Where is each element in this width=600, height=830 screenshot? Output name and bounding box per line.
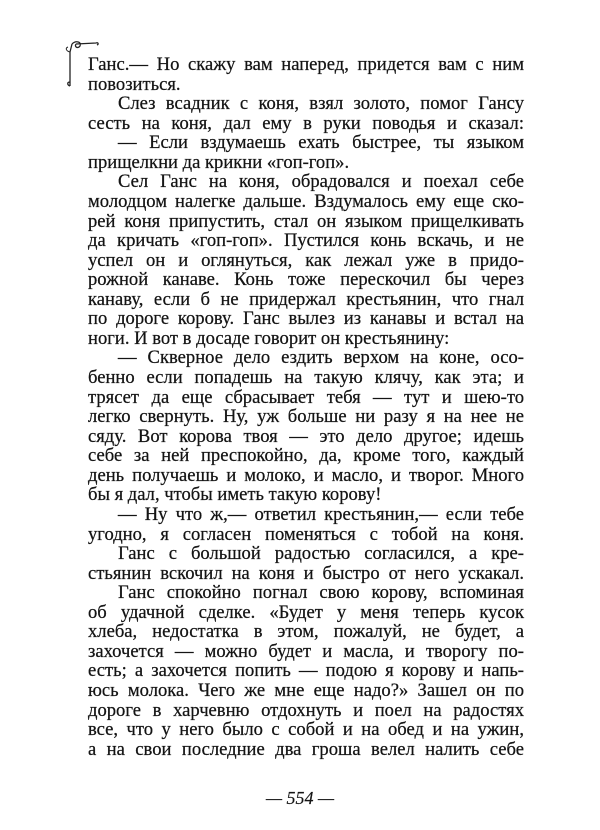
body-text (88, 55, 524, 759)
text-line: бенно если попадешь на такую клячу, как эта; и (88, 367, 524, 388)
text-line: легко свернуть. Ну, уж больше ни разу я на нее не (88, 406, 524, 428)
text-line: молодцом налегке дальше. Вздумалось ему еще ско- (88, 190, 524, 212)
text-line: по дороге корову. Ганс вылез из канавы и встал на (88, 308, 524, 330)
text-line: Ганс.— Но скажу вам наперед, придется вам с ним (88, 54, 524, 75)
text-line: повозиться. (88, 73, 181, 95)
text-line: — Если вздумаешь ехать быстрее, ты языком (118, 132, 524, 154)
text-line: хлеба, недостатка в этом, пожалуй, не будет, а (88, 621, 524, 643)
text-line: ноги. И вот в досаде говорит он крестьянину: (88, 327, 450, 349)
text-line: день получаешь и молоко, и масло, и творог. Много (88, 464, 524, 486)
text-line: бы я дал, чтобы иметь такую корову! (88, 484, 382, 506)
text-line: захочется — можно будет и масла, и творогу по- (88, 640, 524, 662)
text-line: юсь молока. Чего же мне еще надо?» Зашел он по (88, 680, 524, 701)
text-line: прищелкни да крикни «гоп-гоп». (88, 151, 350, 173)
text-line: все, что у него было с собой и на обед и на ужин, (88, 719, 524, 741)
page-number: — 554 — (265, 788, 334, 808)
text-line: трясет да еще сбрасывает тебя — тут и шею-то (88, 386, 524, 408)
text-line: себе за ней преспокойно, да, кроме того, каждый (88, 445, 524, 467)
text-line: — Скверное дело ездить верхом на коне, осо- (118, 347, 524, 369)
text-line: угодно, я согласен поменяться с тобой на коня. (88, 523, 524, 545)
text-line: рожной канаве. Конь тоже перескочил бы через (88, 269, 524, 291)
text-line: есть; а захочется попить — подою я корову и напь- (88, 660, 524, 682)
text-line: Ганс с большой радостью согласился, а кре- (118, 543, 524, 565)
text-line: сяду. Вот корова твоя — это дело другое; идешь (88, 425, 524, 447)
text-line: Ганс спокойно погнал свою корову, вспоминая (118, 582, 524, 604)
text-line: — Ну что ж,— ответил крестьянин,— если тебе (118, 503, 524, 525)
text-line: сесть на коня, дал ему в руки поводья и сказал: (88, 112, 524, 134)
text-line: Сел Ганс на коня, обрадовался и поехал себе (118, 171, 524, 193)
text-line: об удачной сделке. «Будет у меня теперь кусок (88, 601, 524, 623)
text-line: канаву, если б не придержал крестьянин, что гнал (88, 288, 524, 310)
text-line: да кричать «гоп-гоп». Пустился конь вскачь, и не (88, 230, 524, 252)
text-line: стьянин вскочил на коня и быстро от него ускакал. (88, 562, 524, 584)
text-line: а на свои последние два гроша велел налить себе (88, 738, 524, 760)
text-line: рей коня припустить, стал он языком прищелкивать (88, 210, 524, 232)
text-line: успел он и оглянуться, как лежал уже в придо- (88, 249, 524, 271)
text-line: Слез всадник с коня, взял золото, помог Гансу (118, 93, 524, 115)
text-line: дороге в харчевню отдохнуть и поел на радостях (88, 699, 524, 721)
